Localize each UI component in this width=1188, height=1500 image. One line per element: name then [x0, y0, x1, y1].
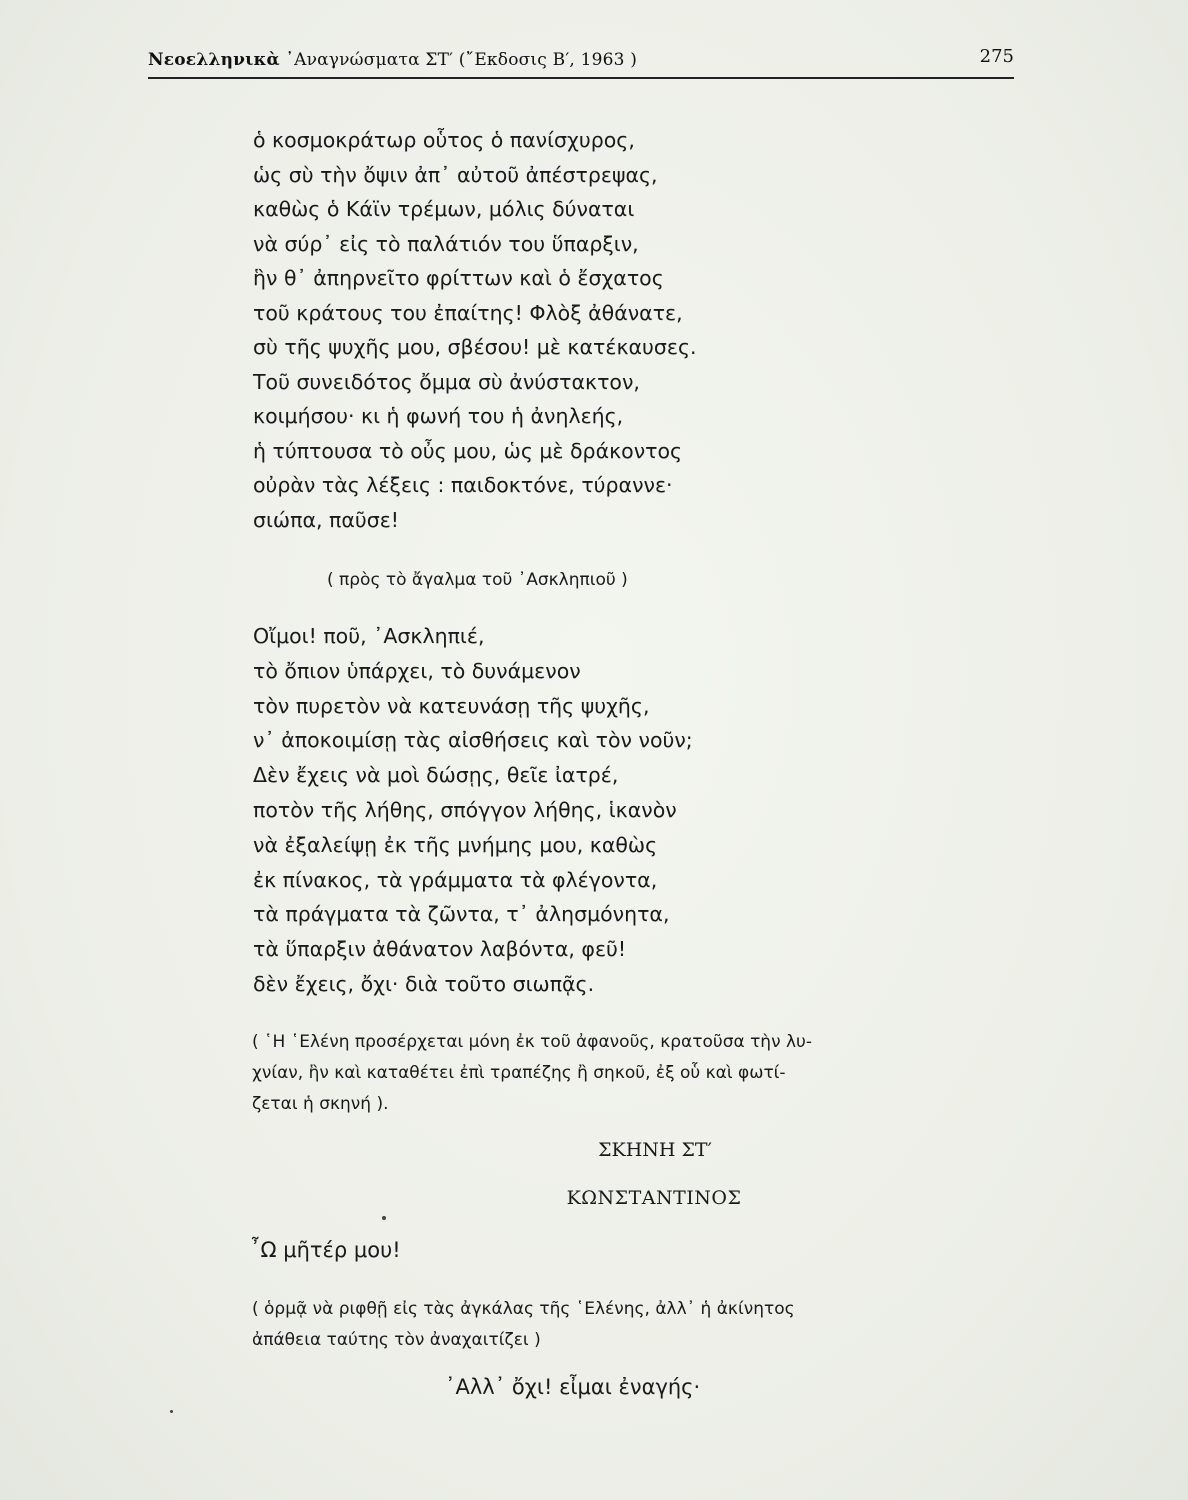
header-rule — [148, 77, 1014, 79]
scene-heading: ΣΚΗΝΗ ΣΤ′ — [598, 1139, 712, 1161]
character-name: ΚΩΝΣΤΑΝΤΙΝΟΣ — [566, 1187, 742, 1209]
verse-line: ὁ κοσμοκράτωρ οὗτος ὁ πανίσχυρος, — [253, 128, 635, 152]
verse-line: ὡς σὺ τὴν ὄψιν ἀπ᾿ αὐτοῦ ἀπέστρεψας, — [253, 162, 658, 187]
dialogue-line-defiled: ᾿Αλλ᾿ ὄχι! εἶμαι ἐναγής· — [445, 1375, 701, 1399]
verse-line: τοῦ κράτους του ἐπαίτης! Φλὸξ ἀθάνατε, — [253, 300, 683, 325]
verse-line: σιώπα, παῦσε! — [253, 507, 399, 532]
running-title-strong: Νεοελληνικὰ — [148, 50, 280, 70]
verse-line: ἐκ πίνακος, τὰ γράμματα τὰ φλέγοντα, — [253, 867, 658, 892]
page-number: 275 — [979, 46, 1014, 67]
stage-line: ζεται ἡ σκηνή ). — [252, 1094, 389, 1114]
stage-line: ( ὁρμᾷ νὰ ριφθῇ εἰς τὰς ἀγκάλας τῆς ῾Ελένης, ἀλλ᾿ ἡ ἀκίνητος — [252, 1299, 795, 1319]
dialogue-line-mother: ῏Ω μῆτέρ μου! — [250, 1238, 401, 1262]
verse-line: σὺ τῆς ψυχῆς μου, σβέσου! μὲ κατέκαυσες. — [253, 335, 697, 359]
verse-line: τὸν πυρετὸν νὰ κατευνάσῃ τῆς ψυχῆς, — [253, 693, 650, 718]
verse-line: δὲν ἔχεις, ὄχι· διὰ τοῦτο σιωπᾷς. — [253, 971, 595, 996]
stage-line: ἀπάθεια ταύτης τὸν ἀναχαιτίζει ) — [252, 1330, 541, 1350]
stage-direction-embrace — [252, 1294, 982, 1356]
verse-line: νὰ σύρ᾿ εἰς τὸ παλάτιόν του ὕπαρξιν, — [253, 231, 639, 256]
verse-line: τὰ πράγματα τὰ ζῶντα, τ᾿ ἀλησμόνητα, — [253, 902, 670, 927]
stage-direction-asclepius: ( πρὸς τὸ ἄγαλμα τοῦ ᾿Ασκληπιοῦ ) — [327, 570, 628, 590]
speck-mark — [382, 1216, 386, 1220]
verse-line: καθὼς ὁ Κάϊν τρέμων, μόλις δύναται — [253, 197, 635, 221]
verse-line: οὐρὰν τὰς λέξεις : παιδοκτόνε, τύραννε· — [253, 473, 673, 497]
verse-line: Δὲν ἔχεις νὰ μοὶ δώσῃς, θεῖε ἰατρέ, — [253, 763, 619, 788]
verse-line: νὰ ἐξαλείψῃ ἐκ τῆς μνήμης μου, καθὼς — [253, 832, 658, 857]
verse-line: Οἴμοι! ποῦ, ᾿Ασκληπιέ, — [253, 624, 485, 648]
running-header — [148, 44, 1014, 76]
verse-line: ἣν θ᾿ ἀπηρνεῖτο φρίττων καὶ ὁ ἔσχατος — [253, 266, 664, 290]
running-title — [148, 50, 637, 70]
verse-line: τὰ ὕπαρξιν ἀθάνατον λαβόντα, φεῦ! — [253, 937, 627, 962]
running-title-rest: ᾿Αναγνώσματα ΣΤ′ (῎Εκδοσις Β′, 1963 ) — [279, 50, 638, 70]
verse-line: τὸ ὄπιον ὑπάρχει, τὸ δυνάμενον — [253, 658, 581, 683]
verse-line: κοιμήσου· κι ἡ φωνή του ἡ ἀνηλεής, — [253, 404, 624, 428]
verse-line: ν᾿ ἀποκοιμίσῃ τὰς αἰσθήσεις καὶ τὸν νοῦν; — [253, 728, 693, 753]
verse-block-1 — [253, 123, 1013, 537]
stage-direction-helen-enters — [252, 1027, 982, 1120]
verse-block-2 — [253, 619, 1013, 1002]
verse-line: ἡ τύπτουσα τὸ οὖς μου, ὡς μὲ δράκοντος — [253, 438, 683, 463]
speck-mark — [170, 1410, 173, 1413]
stage-line: ( ῾Η ῾Ελένη προσέρχεται μόνη ἐκ τοῦ ἀφανοῦς, κρατοῦσα τὴν λυ- — [252, 1032, 813, 1052]
stage-line: χνίαν, ἣν καὶ καταθέτει ἐπὶ τραπέζης ἢ σηκοῦ, ἐξ οὗ καὶ φωτί- — [252, 1063, 786, 1083]
verse-line: Τοῦ συνειδότος ὄμμα σὺ ἀνύστακτον, — [253, 369, 640, 394]
verse-line: ποτὸν τῆς λήθης, σπόγγον λήθης, ἱκανὸν — [253, 797, 677, 822]
